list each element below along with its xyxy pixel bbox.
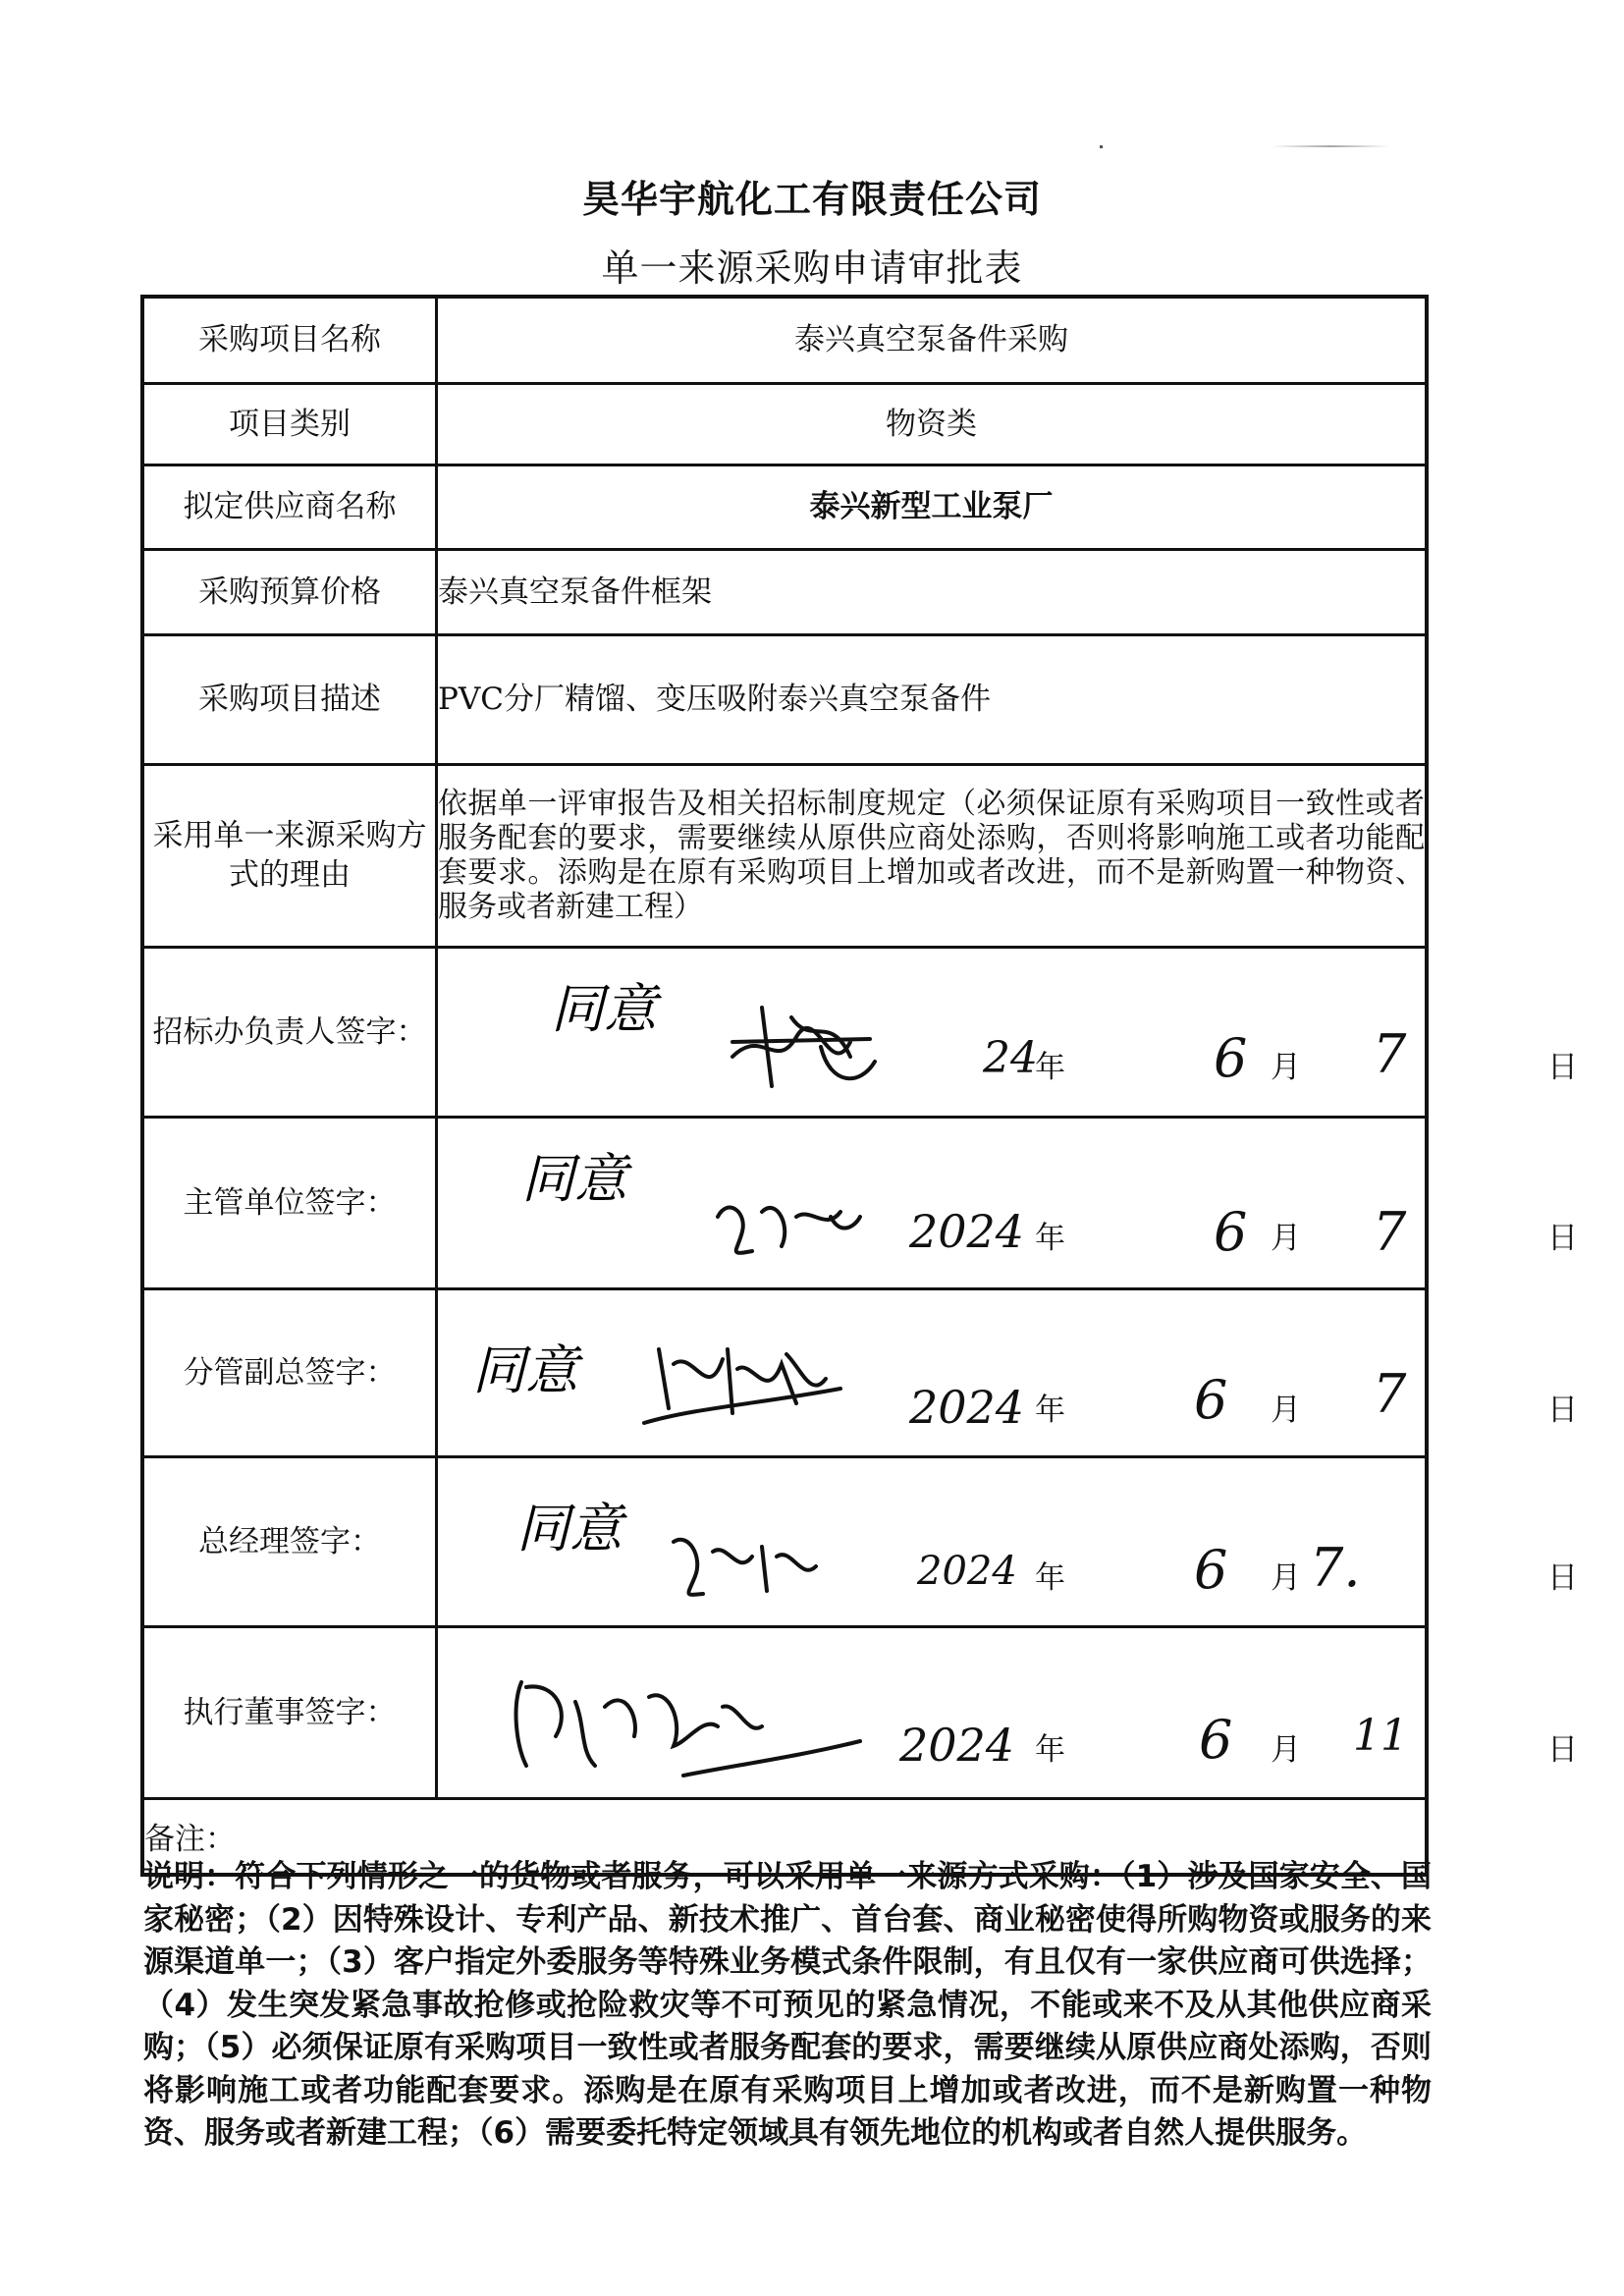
- field-label: 采购预算价格: [142, 549, 437, 634]
- date-day-unit: 日: [1547, 1731, 1578, 1768]
- signature-row-executive-director: [142, 1626, 1427, 1798]
- scan-artifact-line: [1272, 145, 1389, 147]
- signature-row-bidding-office: [142, 947, 1427, 1117]
- scan-artifact-dot: [1100, 145, 1103, 148]
- date-month-unit: 月: [1271, 1392, 1301, 1428]
- field-value-project-name: 泰兴真空泵备件采购: [437, 297, 1428, 383]
- date-month-handwritten: 6: [1214, 1026, 1248, 1089]
- handwritten-opinion: 同意: [516, 1497, 623, 1559]
- date-year-handwritten: 2024: [909, 1380, 1025, 1434]
- signature-row-general-manager: [142, 1456, 1427, 1626]
- handwritten-signature-5: [438, 1628, 1432, 1797]
- field-row-supplier: [142, 465, 1427, 549]
- date-year-unit: 年: [1035, 1559, 1065, 1596]
- date-day-unit: 日: [1547, 1559, 1578, 1596]
- handwritten-signature-1: [438, 949, 1432, 1116]
- date-year-unit: 年: [1035, 1220, 1065, 1256]
- date-month-unit: 月: [1271, 1049, 1301, 1085]
- handwritten-opinion: 同意: [551, 977, 657, 1040]
- field-value-project-category: 物资类: [437, 383, 1428, 465]
- date-year-handwritten: 2024: [899, 1718, 1015, 1772]
- signature-label: 执行董事签字：: [142, 1626, 437, 1798]
- date-day-handwritten: 7: [1373, 1200, 1407, 1263]
- field-label: 采用单一来源采购方式的理由: [142, 764, 437, 947]
- date-month-handwritten: 6: [1194, 1538, 1228, 1601]
- date-day-unit: 日: [1547, 1220, 1578, 1256]
- field-row-project-category: [142, 383, 1427, 465]
- date-day-handwritten: 7.: [1310, 1536, 1361, 1599]
- handwritten-opinion: 同意: [521, 1147, 627, 1210]
- form-title: 单一来源采购申请审批表: [601, 246, 1023, 290]
- date-month-handwritten: 6: [1194, 1368, 1228, 1431]
- field-value-supplier: 泰兴新型工业泵厂: [437, 465, 1428, 549]
- signature-field: [437, 947, 1578, 1117]
- field-label: 采购项目名称: [142, 297, 437, 383]
- date-year-unit: 年: [1035, 1049, 1065, 1085]
- signature-field: [437, 1117, 1578, 1288]
- field-value-reason: 依据单一评审报告及相关招标制度规定（必须保证原有采购项目一致性或者服务配套的要求，需要继续从原供应商处添购，否则将影响施工或者功能配套要求。添购是在原有采购项目上增加或者改进，而不是新购置一种物资、服务或者新建工程）: [437, 764, 1428, 947]
- field-row-reason: [142, 764, 1427, 947]
- handwritten-signature-2: [438, 1119, 1432, 1287]
- signature-label: 分管副总签字：: [142, 1288, 437, 1456]
- field-row-description: [142, 634, 1427, 764]
- remark-label: 备注：: [142, 1798, 1427, 1875]
- field-value-description: PVC分厂精馏、变压吸附泰兴真空泵备件: [437, 634, 1428, 764]
- field-label: 采购项目描述: [142, 634, 437, 764]
- signature-row-deputy-gm: [142, 1288, 1427, 1456]
- date-day-unit: 日: [1547, 1049, 1578, 1085]
- field-label: 拟定供应商名称: [142, 465, 437, 549]
- date-month-unit: 月: [1271, 1220, 1301, 1256]
- signature-row-supervising-unit: [142, 1117, 1427, 1288]
- field-row-budget: [142, 549, 1427, 634]
- field-label: 项目类别: [142, 383, 437, 465]
- signature-field: [437, 1288, 1578, 1456]
- field-row-project-name: [142, 297, 1427, 383]
- date-day-handwritten: 7: [1373, 1362, 1407, 1425]
- field-value-budget: 泰兴真空泵备件框架: [437, 549, 1428, 634]
- signature-label: 招标办负责人签字：: [142, 947, 437, 1117]
- signature-field: [437, 1626, 1578, 1798]
- date-day-unit: 日: [1547, 1392, 1578, 1428]
- handwritten-opinion: 同意: [472, 1339, 578, 1401]
- date-month-unit: 月: [1271, 1731, 1301, 1768]
- explanation-note: 说明：符合下列情形之一的货物或者服务，可以采用单一来源方式采购：（1）涉及国家安全、国家秘密；（2）因特殊设计、专利产品、新技术推广、首台套、商业秘密使得所购物资或服务的来源渠道单一；（3）客户指定外委服务等特殊业务模式条件限制，有且仅有一家供应商可供选择；（4）发生突发紧急事故抢修或抢险救灾等不可预见的紧急情况，不能或来不及从其他供应商采购；（5）必须保证原有采购项目一致性或者服务配套的要求，需要继续从原供应商处添购，否则将影响施工或者功能配套要求。添购是在原有采购项目上增加或者改进，而不是新购置一种物资、服务或者新建工程；（6）需要委托特定领域具有领先地位的机构或者自然人提供服务。: [143, 1859, 1432, 2151]
- date-day-handwritten: 7: [1373, 1022, 1407, 1085]
- date-year-handwritten: 24: [983, 1032, 1038, 1083]
- date-month-handwritten: 6: [1214, 1200, 1248, 1263]
- approval-form-table: [140, 295, 1578, 1877]
- handwritten-signature-4: [438, 1458, 1432, 1625]
- date-day-handwritten: 11: [1353, 1710, 1408, 1761]
- signature-label: 主管单位签字：: [142, 1117, 437, 1288]
- date-month-handwritten: 6: [1199, 1708, 1233, 1771]
- date-month-unit: 月: [1271, 1559, 1301, 1596]
- date-year-handwritten: 2024: [909, 1204, 1025, 1258]
- signature-field: [437, 1456, 1578, 1626]
- signature-label: 总经理签字：: [142, 1456, 437, 1626]
- company-title: 昊华宇航化工有限责任公司: [581, 178, 1042, 221]
- date-year-unit: 年: [1035, 1731, 1065, 1768]
- date-year-handwritten: 2024: [917, 1548, 1017, 1594]
- date-year-unit: 年: [1035, 1392, 1065, 1428]
